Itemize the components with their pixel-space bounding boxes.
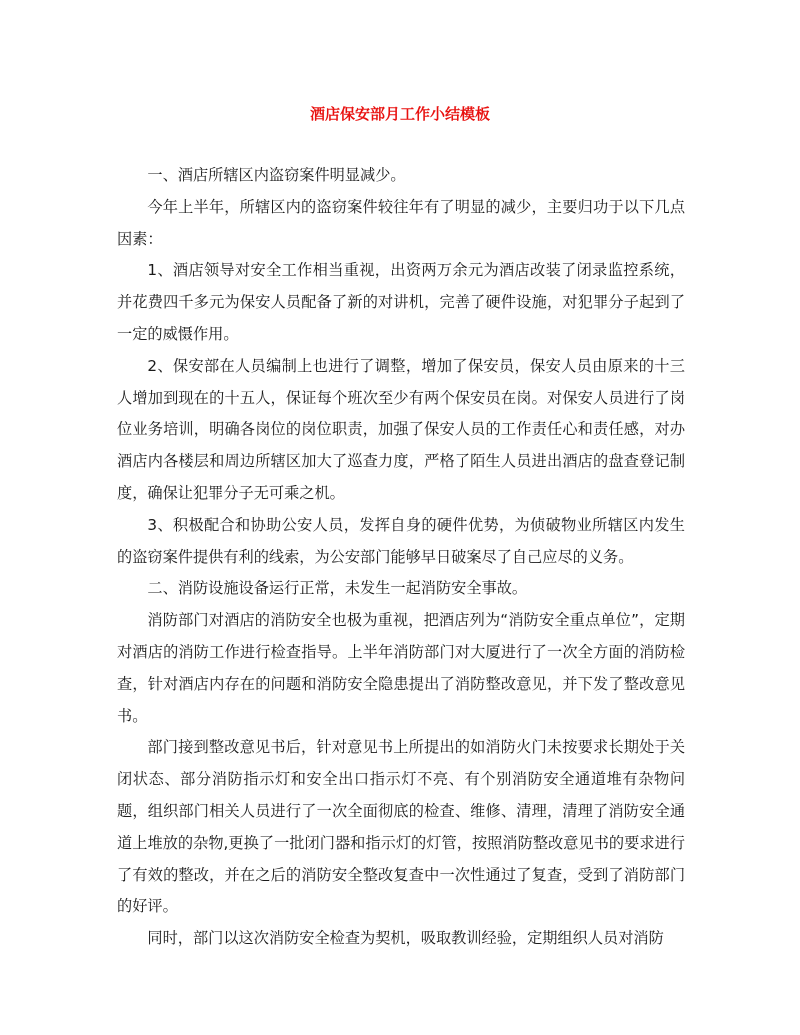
body-paragraph: 消防部门对酒店的消防安全也极为重视，把酒店列为“消防安全重点单位”，定期对酒店的消防工作进行检查指导。上半年消防部门对大厦进行了一次全方面的消防检查，针对酒店内存在的问题和消防安全隐患提出了消防整改意见，并下发了整改意见书。 xyxy=(117,611,685,725)
body-paragraph: 2、保安部在人员编制上也进行了调整，增加了保安员，保安人员由原来的十三人增加到现在的十五人，保证每个班次至少有两个保安员在岗。对保安人员进行了岗位业务培训，明确各岗位的岗位职责，加强了保安人员的工作责任心和责任感，对办酒店内各楼层和周边所辖区加大了巡查力度，严格了陌生人员进出酒店的盘查登记制度，确保让犯罪分子无可乘之机。 xyxy=(117,356,685,502)
section-heading-2: 二、消防设施设备运行正常，未发生一起消防安全事故。 xyxy=(147,579,528,598)
body-paragraph: 同时，部门以这次消防安全检查为契机，吸取教训经验，定期组织人员对消防 xyxy=(147,929,664,948)
body-paragraph: 今年上半年，所辖区内的盗窃案件较往年有了明显的减少，主要归功于以下几点因素： xyxy=(117,197,685,248)
body-paragraph: 1、酒店领导对安全工作相当重视，出资两万余元为酒店改装了闭录监控系统，并花费四千多元为保安人员配备了新的对讲机，完善了硬件设施，对犯罪分子起到了一定的威慑作用。 xyxy=(117,261,685,343)
section-heading-1: 一、酒店所辖区内盗窃案件明显减少。 xyxy=(147,166,406,184)
document-title: 酒店保安部月工作小结模板 xyxy=(309,105,490,123)
document-body xyxy=(117,160,685,955)
body-paragraph: 3、积极配合和协助公安人员，发挥自身的硬件优势，为侦破物业所辖区内发生的盗窃案件提供有利的线索，为公安部门能够早日破案尽了自己应尽的义务。 xyxy=(117,515,685,566)
body-paragraph: 部门接到整改意见书后，针对意见书上所提出的如消防火门未按要求长期处于关闭状态、部分消防指示灯和安全出口指示灯不亮、有个别消防安全通道堆有杂物问题，组织部门相关人员进行了一次全面彻底的检查、维修、清理，清理了消防安全通道上堆放的杂物,更换了一批闭门器和指示灯的灯管，按照消防整改意见书的要求进行了有效的整改，并在之后的消防安全整改复查中一次性通过了复查，受到了消防部门的好评。 xyxy=(117,738,685,916)
